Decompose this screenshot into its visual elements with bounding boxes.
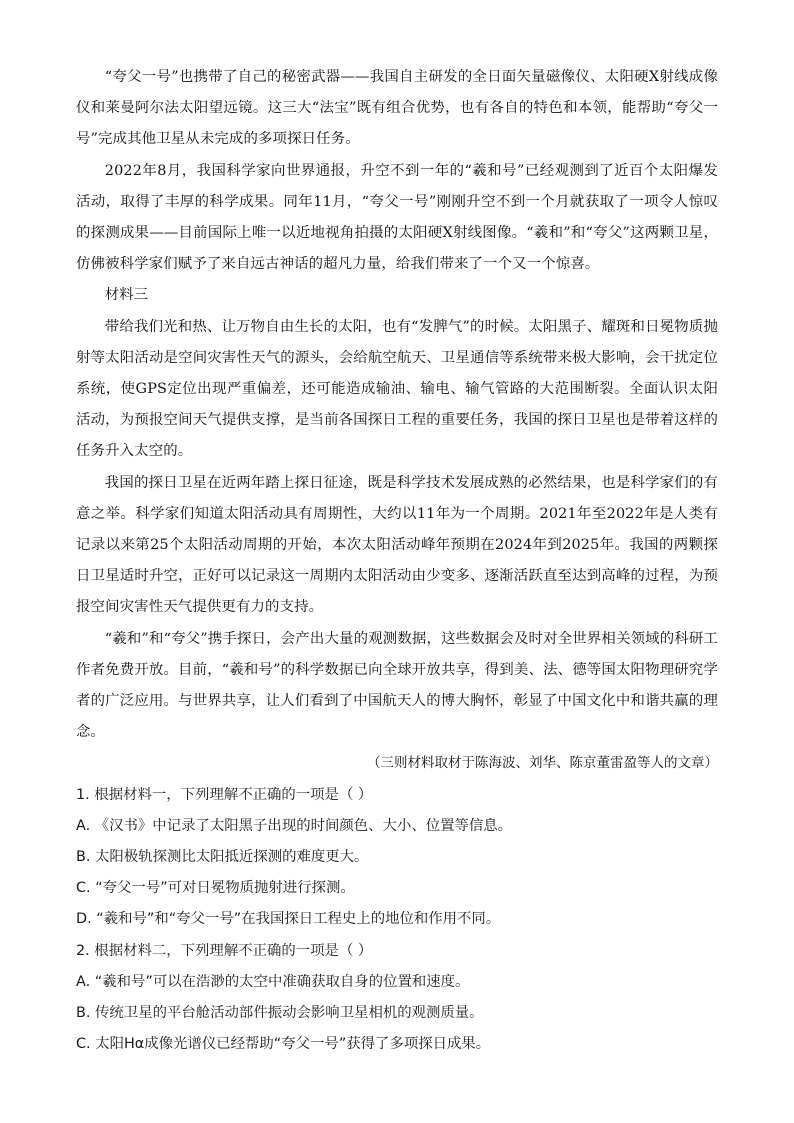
question-stem: 2. 根据材料二，下列理解不正确的一项是（ ）	[76, 942, 373, 959]
body-paragraph: 带给我们光和热、让万物自由生长的太阳，也有“发脾气”的时候。太阳黑子、耀斑和日冕物质抛射等太阳活动是空间灾害性天气的源头，会给航空航天、卫星通信等系统带来极大影响，会干扰定位系统，使GPS定位出现严重偏差，还可能造成输油、输电、输气管路的大范围断裂。全面认识太阳活动，为预报空间天气提供支撑，是当前各国探日工程的重要任务，我国的探日卫星也是带着这样的任务升入太空的。	[76, 318, 718, 460]
question-option: B. 太阳极轨探测比太阳抵近探测的难度更大。	[76, 849, 369, 866]
section-heading-material3: 材料三	[104, 287, 148, 304]
question-1	[76, 780, 718, 936]
body-paragraph: 我国的探日卫星在近两年踏上探日征途，既是科学技术发展成熟的必然结果，也是科学家们的有意之举。科学家们知道太阳活动具有周期性，大约以11年为一个周期。2021年至2022年是人类有记录以来第25个太阳活动周期的开始，本次太阳活动峰年预期在2024年到2025年。我国的两颗探日卫星适时升空，正好可以记录这一周期内太阳活动由少变多、逐渐活跃直至达到高峰的过程，为预报空间灾害性天气提供更有力的支持。	[76, 474, 718, 616]
question-option: D. “羲和号”和“夸父一号”在我国探日工程史上的地位和作用不同。	[76, 911, 501, 928]
body-paragraph: 2022年8月，我国科学家向世界通报，升空不到一年的“羲和号”已经观测到了近百个太阳爆发活动，取得了丰厚的科学成果。同年11月，“夸父一号”刚刚升空不到一个月就获取了一项令人惊叹的探测成果——目前国际上唯一以近地视角拍摄的太阳硬X射线图像。“羲和”和“夸父”这两颗卫星，仿佛被科学家们赋予了来自远古神话的超凡力量，给我们带来了一个又一个惊喜。	[76, 162, 718, 273]
question-option: A. “羲和号”可以在浩渺的太空中准确获取自身的位置和速度。	[76, 973, 470, 990]
body-paragraph: “羲和”和“夸父”携手探日，会产出大量的观测数据，这些数据会及时对全世界相关领域的科研工作者免费开放。目前，“羲和号”的科学数据已向全球开放共享，得到美、法、德等国太阳物理研究学者的广泛应用。与世界共享，让人们看到了中国航天人的博大胸怀，彰显了中国文化中和谐共赢的理念。	[76, 630, 718, 741]
question-option: A. 《汉书》中记录了太阳黑子出现的时间颜色、大小、位置等信息。	[76, 817, 513, 834]
question-option: B. 传统卫星的平台舱活动部件振动会影响卫星相机的观测质量。	[76, 1005, 484, 1022]
document-page	[76, 62, 718, 1061]
source-note: （三则材料取材于陈海波、刘华、陈京董雷盈等人的文章）	[367, 755, 718, 772]
question-2	[76, 936, 718, 1061]
question-stem: 1. 根据材料一，下列理解不正确的一项是（ ）	[76, 786, 373, 803]
question-option: C. “夸父一号”可对日冕物质抛射进行探测。	[76, 880, 355, 897]
question-option: C. 太阳Hα成像光谱仪已经帮助“夸父一号”获得了多项探日成果。	[76, 1036, 491, 1053]
body-paragraph: “夸父一号”也携带了自己的秘密武器——我国自主研发的全日面矢量磁像仪、太阳硬X射线成像仪和莱曼阿尔法太阳望远镜。这三大“法宝”既有组合优势，也有各自的特色和本领，能帮助“夸父一号”完成其他卫星从未完成的多项探日任务。	[76, 69, 718, 148]
